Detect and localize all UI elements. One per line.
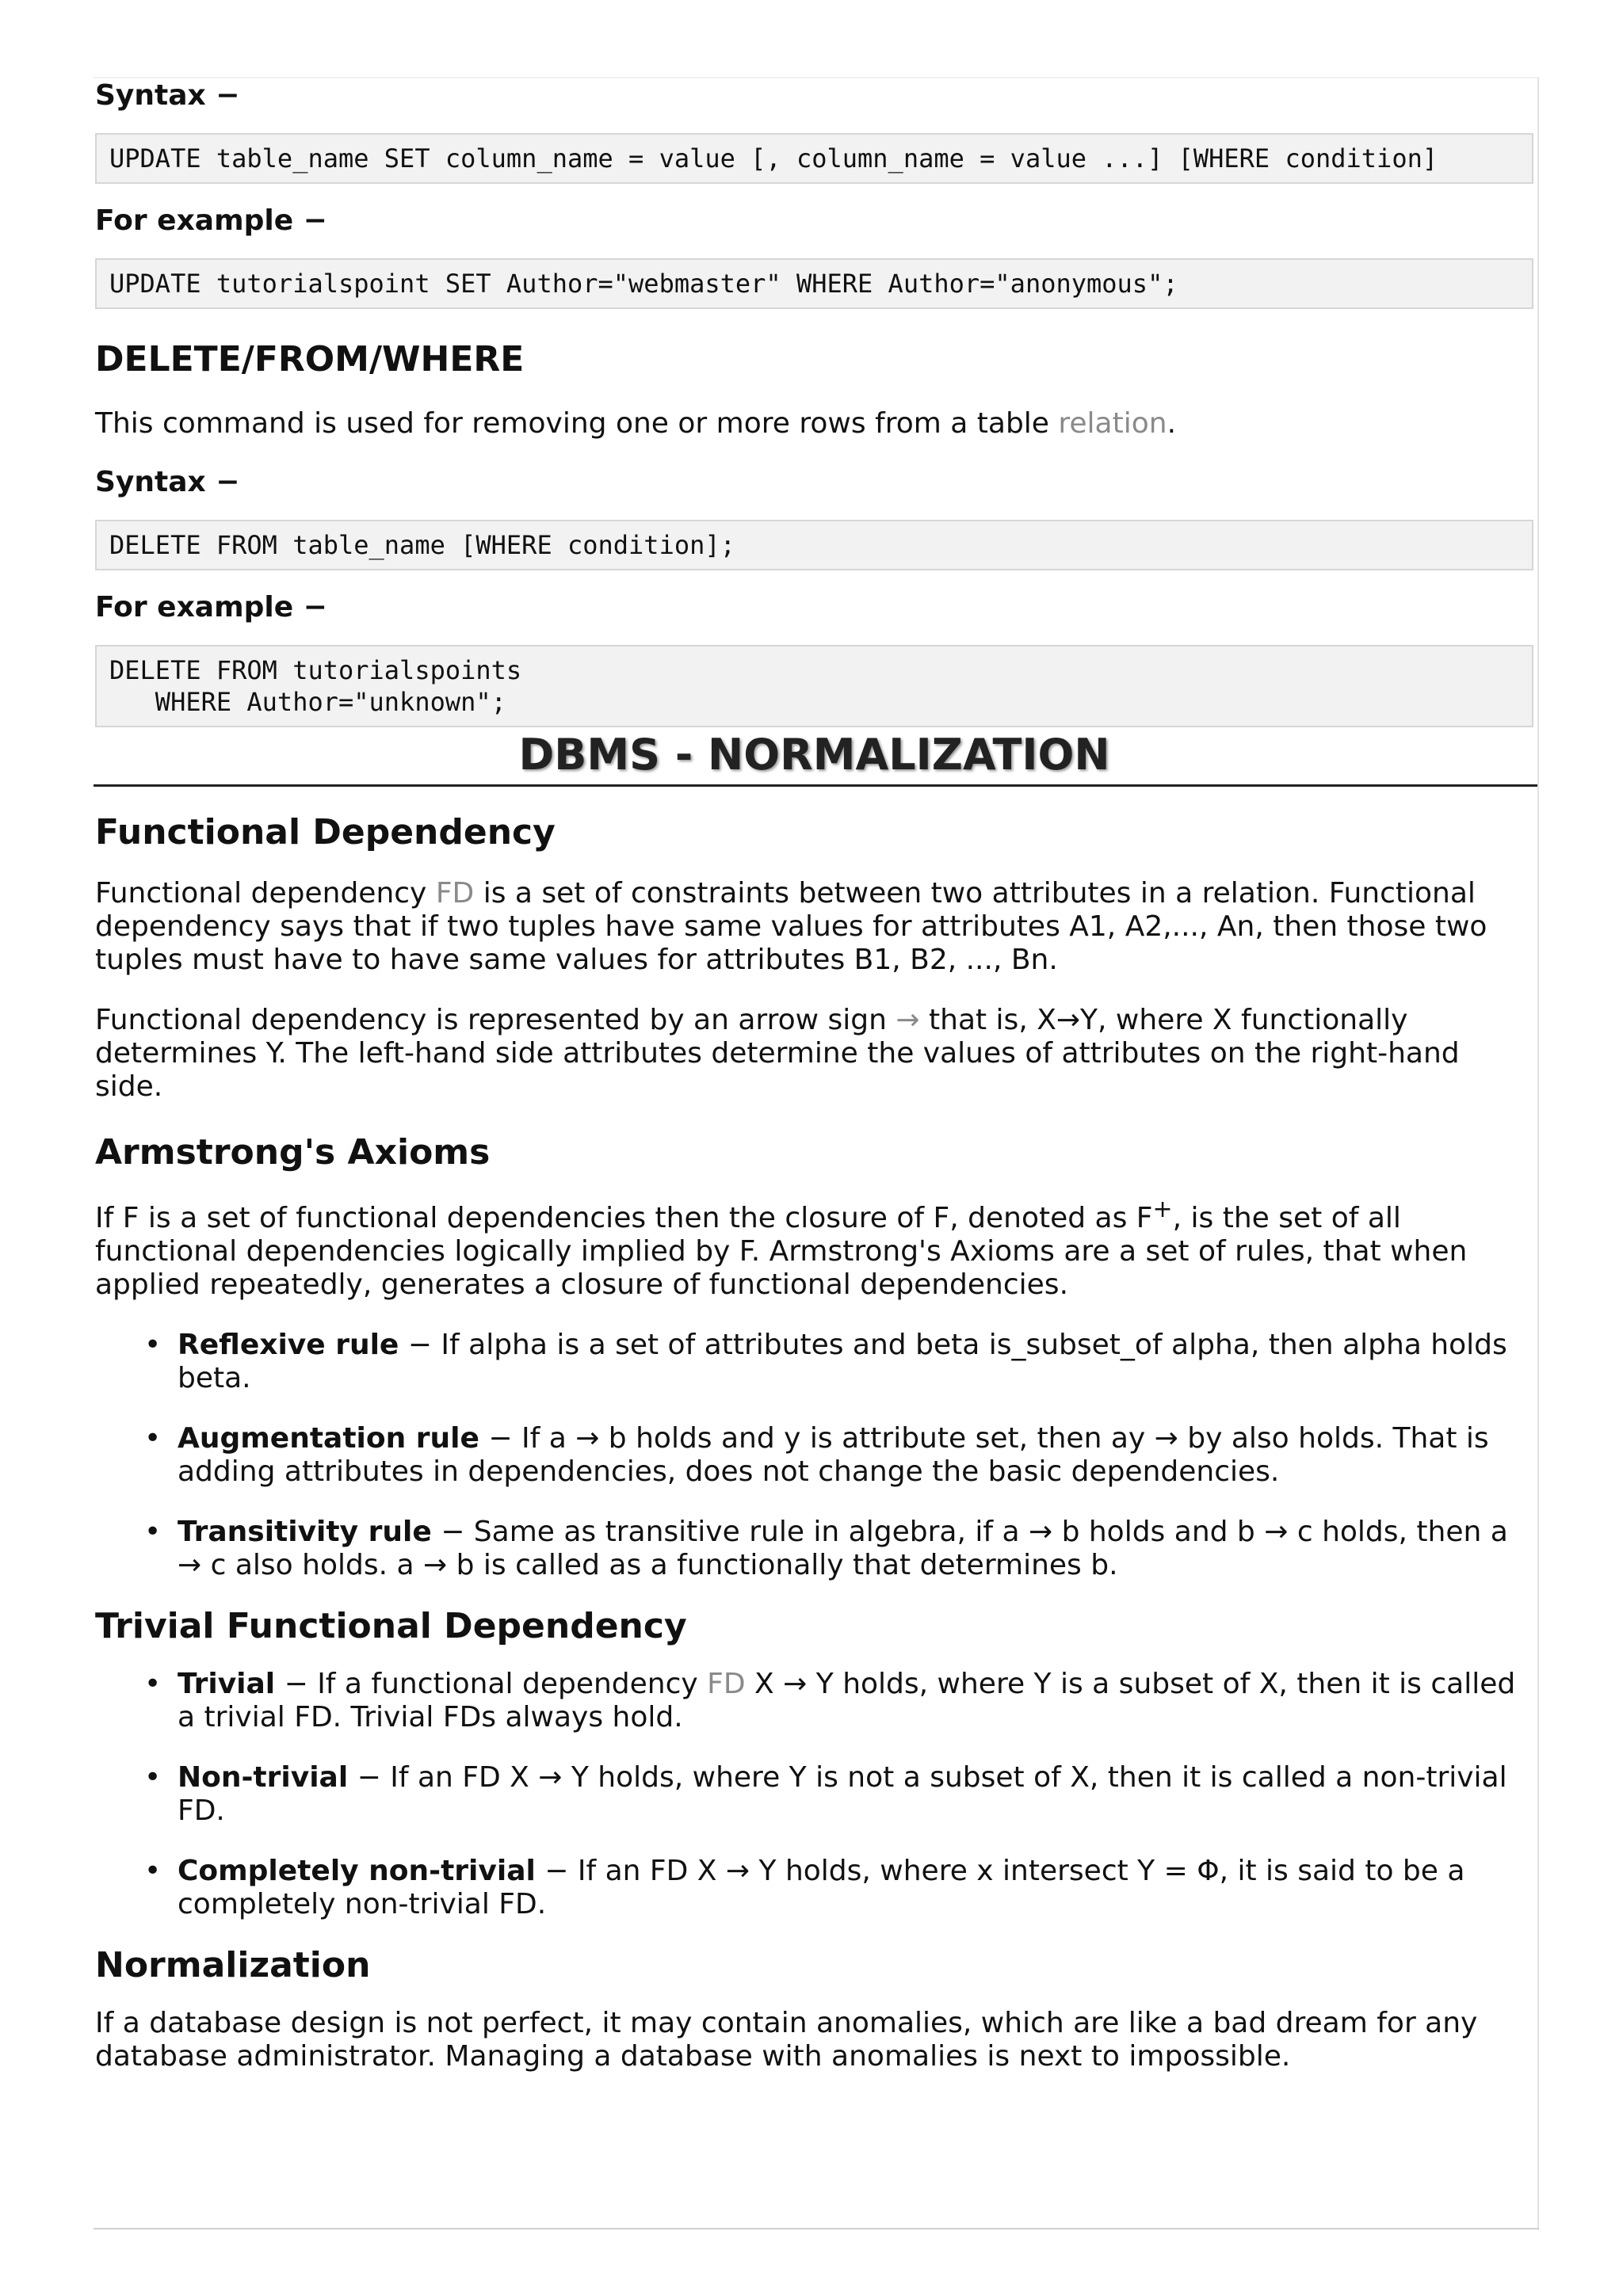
list-item-trivial: • Trivial − If a functional dependency FD X → Y holds, where Y is a subset of X, then it is called a trivial FD. Trivial FDs always hold. [178, 1668, 1533, 1734]
update-syntax-label: Syntax − [95, 79, 240, 112]
delete-example-code: DELETE FROM tutorialspoints WHERE Author="unknown"; [95, 645, 1533, 727]
title-rule [94, 784, 1537, 787]
list-item-non-trivial: • Non-trivial − If an FD X → Y holds, where Y is not a subset of X, then it is called a non-trivial FD. [178, 1761, 1533, 1828]
delete-syntax-label: Syntax − [95, 466, 240, 498]
delete-example-label: For example − [95, 591, 327, 624]
list-item-transitivity: • Transitivity rule − Same as transitive rule in algebra, if a → b holds and b → c holds, then a → c also holds. a → b is called as a functionally that determines b. [178, 1516, 1533, 1582]
delete-syntax-code: DELETE FROM table_name [WHERE condition]; [95, 520, 1533, 570]
fd-term: FD [435, 877, 475, 910]
list-item-reflexive: • Reflexive rule − If alpha is a set of attributes and beta is_subset_of alpha, then alpha holds beta. [178, 1329, 1533, 1395]
bottom-rule [94, 2228, 1539, 2229]
fd-paragraph-2: Functional dependency is represented by an arrow sign → that is, X→Y, where X functionally determines Y. The left-hand side attributes determine the values of attributes on the right-hand side. [95, 1004, 1460, 1103]
page-title: DBMS - NORMALIZATION [518, 730, 1110, 780]
armstrong-heading: Armstrong's Axioms [95, 1132, 491, 1173]
update-example-label: For example − [95, 204, 327, 237]
delete-heading: DELETE/FROM/WHERE [95, 339, 525, 379]
closure-superscript: + [1152, 1196, 1173, 1223]
fd-paragraph-1: Functional dependency FD is a set of constraints between two attributes in a relation. Functional dependency says that if two tuples have same values for attributes A1, A2,..., An, then those two tuples must have to have same values for attributes B1, B2, ..., Bn. [95, 877, 1487, 976]
fd-heading: Functional Dependency [95, 812, 556, 852]
document-content [95, 74, 1533, 2073]
trivial-list [95, 1668, 1533, 1921]
armstrong-rules-list [95, 1329, 1533, 1582]
arrow-sign: → [896, 1004, 920, 1036]
trivial-heading: Trivial Functional Dependency [95, 1606, 687, 1646]
delete-description: This command is used for removing one or more rows from a table relation. [95, 407, 1177, 440]
armstrong-paragraph: If F is a set of functional dependencies then the closure of F, denoted as F+, is the set of all functional dependencies logically implied by F. Armstrong's Axioms are a set of rules, that when applied repeatedly, generates a closure of functional dependencies. [95, 1196, 1468, 1301]
update-example-code: UPDATE tutorialspoint SET Author="webmaster" WHERE Author="anonymous"; [95, 258, 1533, 309]
relation-term: relation [1058, 407, 1167, 440]
list-item-completely-non-trivial: • Completely non-trivial − If an FD X → Y holds, where x intersect Y = Φ, it is said to be a completely non-trivial FD. [178, 1855, 1533, 1921]
normalization-heading: Normalization [95, 1945, 371, 1985]
update-syntax-code: UPDATE table_name SET column_name = value [, column_name = value ...] [WHERE condition] [95, 133, 1533, 184]
normalization-paragraph: If a database design is not perfect, it may contain anomalies, which are like a bad dream for any database administrator. Managing a database with anomalies is next to impossible. [95, 2007, 1478, 2073]
list-item-augmentation: • Augmentation rule − If a → b holds and y is attribute set, then ay → by also holds. That is adding attributes in dependencies, does not change the basic dependencies. [178, 1422, 1533, 1489]
fd-term-2: FD [707, 1668, 746, 1700]
